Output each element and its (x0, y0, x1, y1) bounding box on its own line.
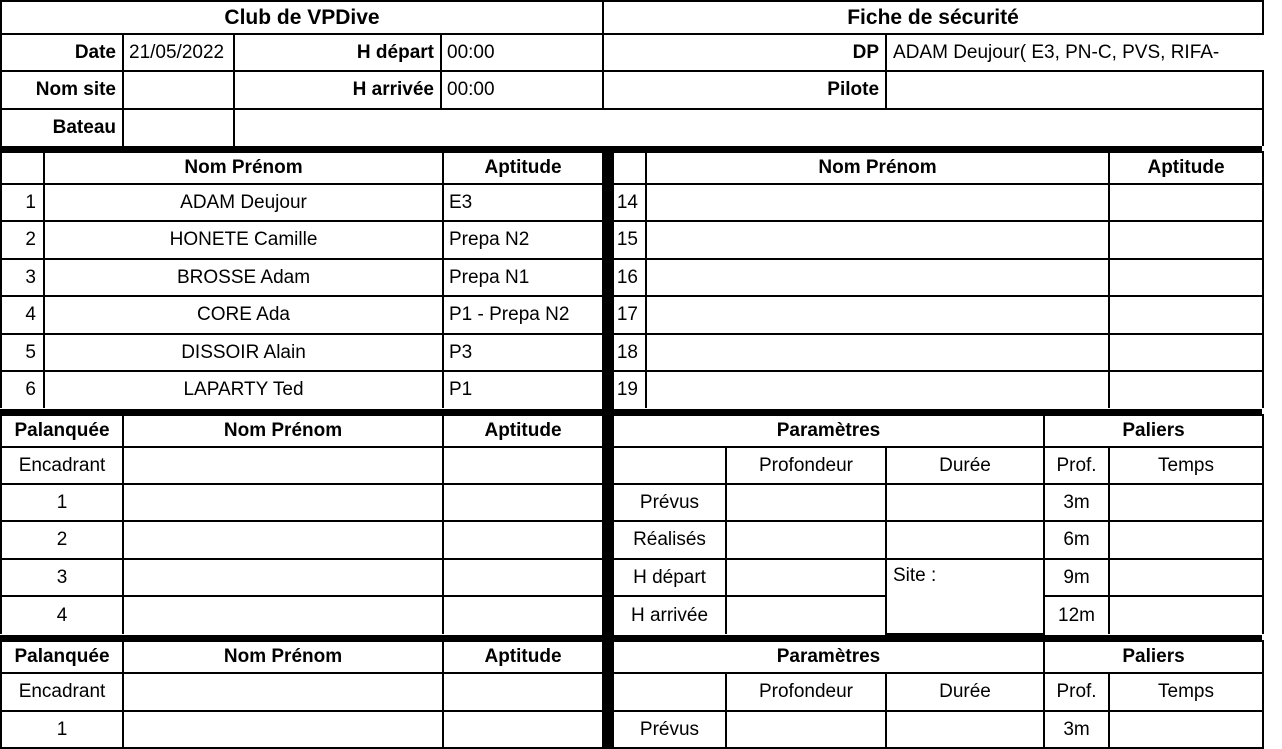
diver-5-aptitude[interactable]: P3 (443, 334, 603, 371)
diver-15-name[interactable] (646, 221, 1109, 259)
bateau-value[interactable] (123, 109, 234, 146)
diver-6-aptitude[interactable]: P1 (443, 371, 603, 408)
h-depart-label: H départ (234, 34, 441, 71)
palanquee-aptitude-header: Aptitude (443, 415, 603, 447)
palier-temps-3m-cell[interactable] (1109, 711, 1263, 748)
parametres-header: Paramètres (613, 415, 1044, 447)
encadrant-aptitude-cell[interactable] (443, 673, 603, 711)
duree-header: Durée (886, 673, 1044, 711)
palanquee-row-4-label: 4 (1, 596, 123, 634)
diver-19-aptitude[interactable] (1109, 371, 1263, 408)
palier-depth-6m: 6m (1044, 521, 1109, 559)
parametres-header: Paramètres (613, 641, 1044, 673)
palanquee-name-header: Nom Prénom (123, 641, 443, 673)
prevus-duree-cell[interactable] (886, 484, 1044, 521)
club-title: Club de VPDive (1, 1, 603, 34)
divers-left-corner-cell (1, 152, 44, 184)
prevus-label: Prévus (613, 484, 726, 521)
diver-14-aptitude[interactable] (1109, 184, 1263, 221)
palanquee-header: Palanquée (1, 641, 123, 673)
center-divider-column (603, 641, 613, 748)
diver-6-num: 6 (1, 371, 44, 408)
fiche-title: Fiche de sécurité (603, 1, 1263, 34)
diver-5-name[interactable]: DISSOIR Alain (44, 334, 443, 371)
h-arrivee-label: H arrivée (234, 71, 441, 109)
palanquee-row-1-label: 1 (1, 484, 123, 521)
dp-label: DP (603, 34, 886, 71)
diver-3-name[interactable]: BROSSE Adam (44, 259, 443, 296)
diver-19-name[interactable] (646, 371, 1109, 408)
palier-temps-6m-cell[interactable] (1109, 521, 1263, 559)
encadrant-name-cell[interactable] (123, 673, 443, 711)
divers-right-name-header: Nom Prénom (646, 152, 1109, 184)
h-depart-param-cell[interactable] (726, 559, 886, 596)
prevus-label: Prévus (613, 711, 726, 748)
diver-4-name[interactable]: CORE Ada (44, 296, 443, 334)
h-arrivee-value[interactable]: 00:00 (441, 71, 603, 109)
encadrant-label: Encadrant (1, 447, 123, 484)
diver-2-num: 2 (1, 221, 44, 259)
palanquee-header: Palanquée (1, 415, 123, 447)
palanquee-row-1-name-cell[interactable] (123, 484, 443, 521)
site-cell[interactable]: Site : (886, 559, 1044, 634)
realises-duree-cell[interactable] (886, 521, 1044, 559)
encadrant-aptitude-cell[interactable] (443, 447, 603, 484)
h-depart-param-label: H départ (613, 559, 726, 596)
prof-header: Prof. (1044, 673, 1109, 711)
diver-19-num: 19 (613, 371, 646, 408)
dp-value[interactable]: ADAM Deujour( E3, PN-C, PVS, RIFA- (886, 34, 1263, 71)
bateau-label: Bateau (1, 109, 123, 146)
diver-16-aptitude[interactable] (1109, 259, 1263, 296)
palanquee-row-1-aptitude-cell[interactable] (443, 711, 603, 748)
diver-4-num: 4 (1, 296, 44, 334)
palanquee-row-2-label: 2 (1, 521, 123, 559)
profondeur-header: Profondeur (726, 673, 886, 711)
palier-temps-9m-cell[interactable] (1109, 559, 1263, 596)
diver-2-name[interactable]: HONETE Camille (44, 221, 443, 259)
diver-16-num: 16 (613, 259, 646, 296)
center-divider-column (603, 415, 613, 634)
temps-header: Temps (1109, 447, 1263, 484)
palanquee-section-1 (0, 414, 1264, 635)
palanquee-row-1-aptitude-cell[interactable] (443, 484, 603, 521)
diver-15-num: 15 (613, 221, 646, 259)
diver-1-num: 1 (1, 184, 44, 221)
parametres-corner-cell (613, 447, 726, 484)
bateau-extra-cell[interactable] (234, 109, 1263, 146)
pilote-value[interactable] (886, 71, 1263, 109)
diver-4-aptitude[interactable]: P1 - Prepa N2 (443, 296, 603, 334)
diver-17-name[interactable] (646, 296, 1109, 334)
realises-profondeur-cell[interactable] (726, 521, 886, 559)
palier-depth-3m: 3m (1044, 484, 1109, 521)
encadrant-name-cell[interactable] (123, 447, 443, 484)
diver-16-name[interactable] (646, 259, 1109, 296)
palanquee-row-3-aptitude-cell[interactable] (443, 559, 603, 596)
palanquee-aptitude-header: Aptitude (443, 641, 603, 673)
palanquee-row-1-label: 1 (1, 711, 123, 748)
palier-depth-3m: 3m (1044, 711, 1109, 748)
diver-14-num: 14 (613, 184, 646, 221)
h-arrivee-param-cell[interactable] (726, 596, 886, 634)
divers-right-corner-cell (613, 152, 646, 184)
diver-18-aptitude[interactable] (1109, 334, 1263, 371)
diver-17-num: 17 (613, 296, 646, 334)
date-value[interactable]: 21/05/2022 (123, 34, 234, 71)
diver-18-num: 18 (613, 334, 646, 371)
top-info-table (0, 0, 1264, 146)
diver-2-aptitude[interactable]: Prepa N2 (443, 221, 603, 259)
duree-header: Durée (886, 447, 1044, 484)
diver-17-aptitude[interactable] (1109, 296, 1263, 334)
palanquee-row-4-aptitude-cell[interactable] (443, 596, 603, 634)
divers-left-name-header: Nom Prénom (44, 152, 443, 184)
profondeur-header: Profondeur (726, 447, 886, 484)
diver-3-aptitude[interactable]: Prepa N1 (443, 259, 603, 296)
palier-temps-3m-cell[interactable] (1109, 484, 1263, 521)
encadrant-label: Encadrant (1, 673, 123, 711)
palanquee-row-3-name-cell[interactable] (123, 559, 443, 596)
palanquee-row-1-name-cell[interactable] (123, 711, 443, 748)
diver-15-aptitude[interactable] (1109, 221, 1263, 259)
palanquee-row-2-aptitude-cell[interactable] (443, 521, 603, 559)
diver-3-num: 3 (1, 259, 44, 296)
diver-18-name[interactable] (646, 334, 1109, 371)
palanquee-section-2 (0, 640, 1264, 749)
divers-right-aptitude-header: Aptitude (1109, 152, 1263, 184)
h-arrivee-param-label: H arrivée (613, 596, 726, 634)
prof-header: Prof. (1044, 447, 1109, 484)
prevus-duree-cell[interactable] (886, 711, 1044, 748)
palier-depth-9m: 9m (1044, 559, 1109, 596)
nom-site-value[interactable] (123, 71, 234, 109)
h-depart-value[interactable]: 00:00 (441, 34, 603, 71)
prevus-profondeur-cell[interactable] (726, 711, 886, 748)
diver-14-name[interactable] (646, 184, 1109, 221)
pilote-label: Pilote (603, 71, 886, 109)
palier-depth-12m: 12m (1044, 596, 1109, 634)
paliers-header: Paliers (1044, 641, 1263, 673)
date-label: Date (1, 34, 123, 71)
palanquee-row-2-name-cell[interactable] (123, 521, 443, 559)
realises-label: Réalisés (613, 521, 726, 559)
prevus-profondeur-cell[interactable] (726, 484, 886, 521)
palanquee-name-header: Nom Prénom (123, 415, 443, 447)
palanquee-row-3-label: 3 (1, 559, 123, 596)
diver-5-num: 5 (1, 334, 44, 371)
diver-6-name[interactable]: LAPARTY Ted (44, 371, 443, 408)
diver-1-name[interactable]: ADAM Deujour (44, 184, 443, 221)
temps-header: Temps (1109, 673, 1263, 711)
nom-site-label: Nom site (1, 71, 123, 109)
palanquee-row-4-name-cell[interactable] (123, 596, 443, 634)
diver-1-aptitude[interactable]: E3 (443, 184, 603, 221)
divers-table (0, 151, 1264, 409)
divers-left-aptitude-header: Aptitude (443, 152, 603, 184)
parametres-corner-cell (613, 673, 726, 711)
center-divider-column (603, 152, 613, 408)
palier-temps-12m-cell[interactable] (1109, 596, 1263, 634)
paliers-header: Paliers (1044, 415, 1263, 447)
